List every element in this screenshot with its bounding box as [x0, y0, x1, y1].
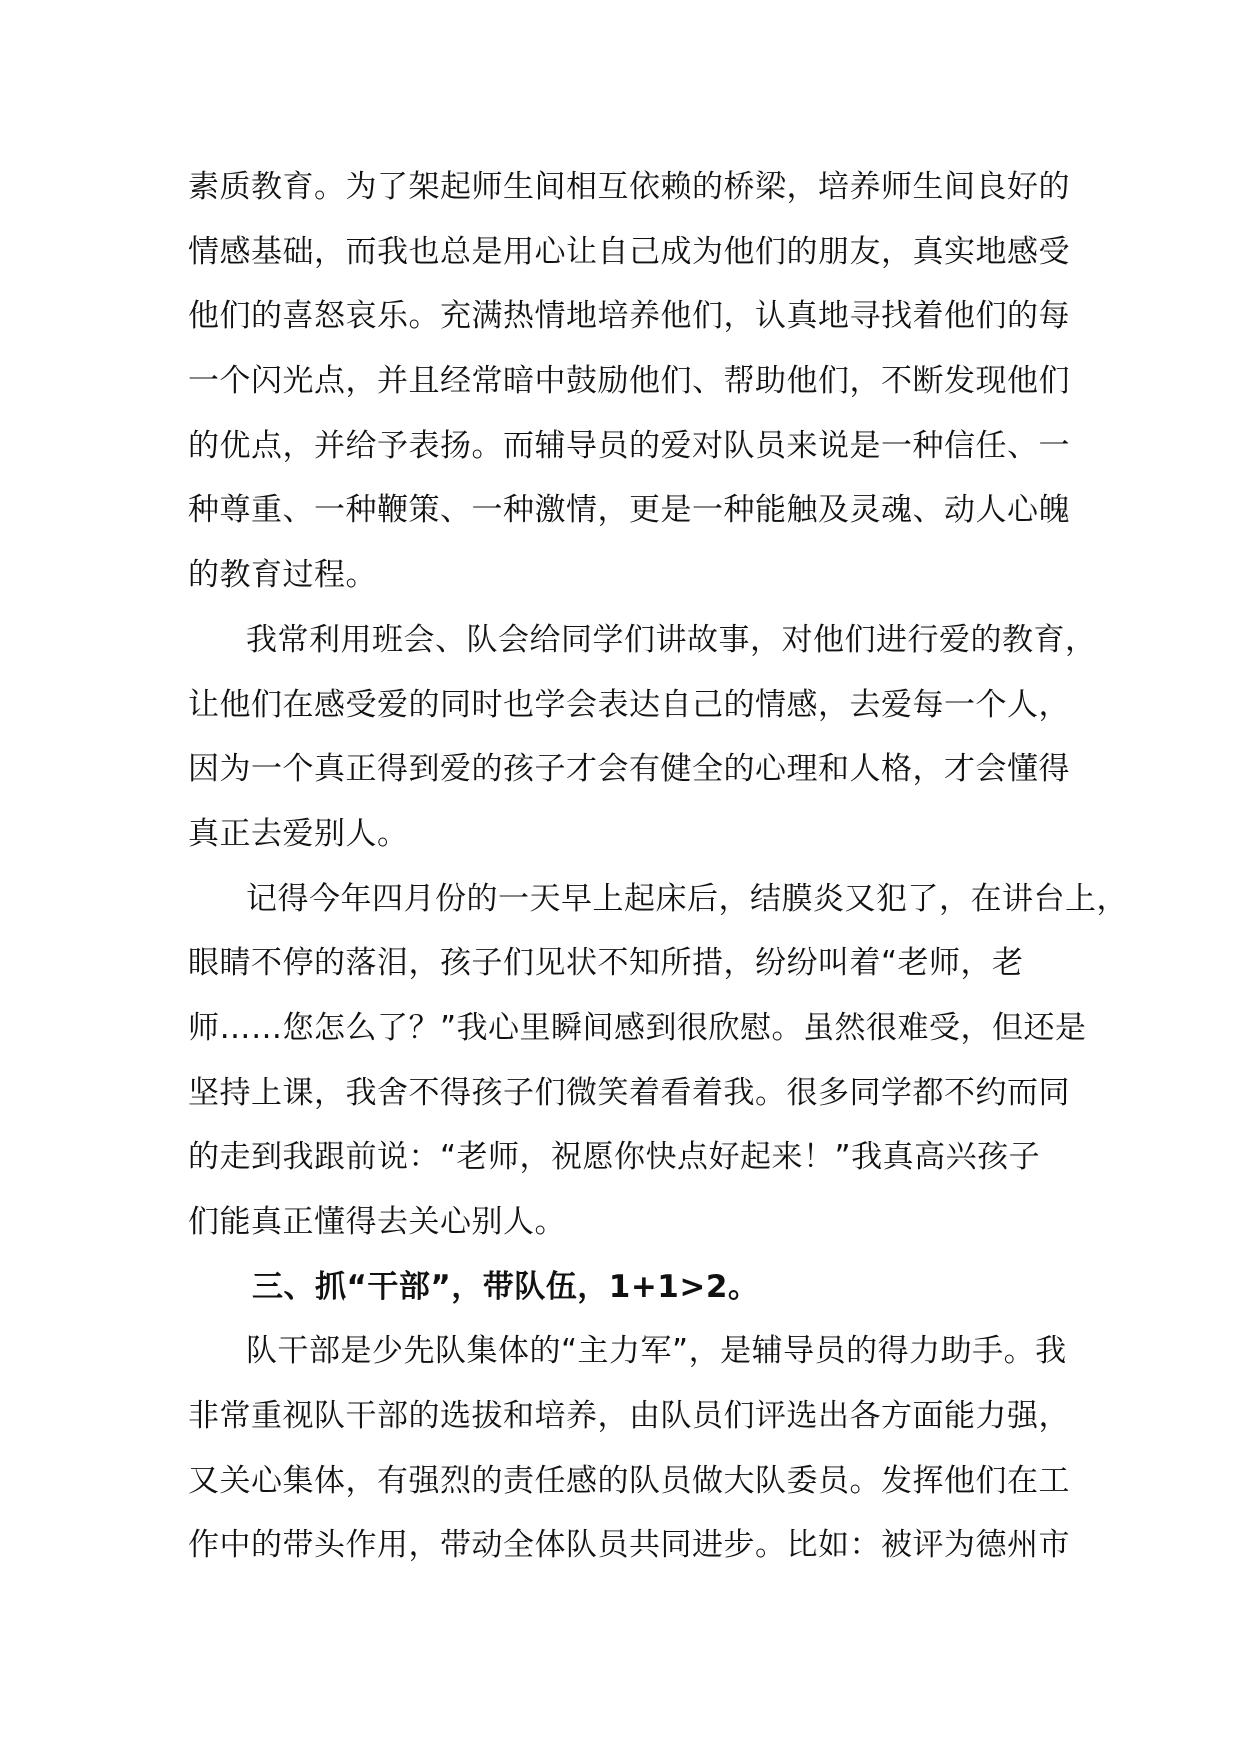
paragraph-line: 他们的喜怒哀乐。充满热情地培养他们，认真地寻找着他们的每: [188, 298, 1070, 335]
paragraph-line: 让他们在感受爱的同时也学会表达自己的情感，去爱每一个人，: [188, 686, 1070, 723]
paragraph-line: 作中的带头作用，带动全体队员共同进步。比如：被评为德州市: [188, 1527, 1070, 1564]
paragraph-line: 情感基础，而我也总是用心让自己成为他们的朋友，真实地感受: [188, 233, 1070, 270]
paragraph-first-line: 队干部是少先队集体的“主力军”，是辅导员的得力助手。我: [246, 1333, 1067, 1370]
paragraph-line: 的优点，并给予表扬。而辅导员的爱对队员来说是一种信任、一: [188, 427, 1070, 464]
paragraph-line: 真正去爱别人。: [188, 815, 409, 852]
paragraph-line: 素质教育。为了架起师生间相互依赖的桥梁，培养师生间良好的: [188, 169, 1070, 205]
paragraph-first-line: 我常利用班会、队会给同学们讲故事，对他们进行爱的教育，: [246, 621, 1097, 658]
paragraph-line: 一个闪光点，并且经常暗中鼓励他们、帮助他们，不断发现他们: [188, 363, 1070, 400]
paragraph-line: 眼睛不停的落泪，孩子们见状不知所措，纷纷叫着“老师，老: [188, 945, 1024, 982]
paragraph-line: 师……您怎么了？”我心里瞬间感到很欣慰。虽然很难受，但还是: [188, 1009, 1087, 1046]
paragraph-line: 坚持上课，我舍不得孩子们微笑着看着我。很多同学都不约而同: [188, 1074, 1070, 1111]
paragraph-first-line: 记得今年四月份的一天早上起床后，结膜炎又犯了，在讲台上，: [246, 880, 1128, 917]
paragraph-line: 的走到我跟前说：“老师，祝愿你快点好起来！”我真高兴孩子: [188, 1139, 1041, 1176]
paragraph-line: 非常重视队干部的选拔和培养，由队员们评选出各方面能力强，: [188, 1398, 1070, 1435]
paragraph-line: 因为一个真正得到爱的孩子才会有健全的心理和人格，才会懂得: [188, 751, 1070, 788]
paragraph-line: 又关心集体，有强烈的责任感的队员做大队委员。发挥他们在工: [188, 1462, 1070, 1499]
document-body: [188, 155, 1133, 1578]
section-heading: 三、抓“干部”，带队伍，1+1>2。: [252, 1268, 760, 1305]
paragraph-line: 们能真正懂得去关心别人。: [188, 1204, 566, 1240]
paragraph-line: 种尊重、一种鞭策、一种激情，更是一种能触及灵魂、动人心魄: [188, 492, 1070, 529]
paragraph-line: 的教育过程。: [188, 557, 377, 594]
